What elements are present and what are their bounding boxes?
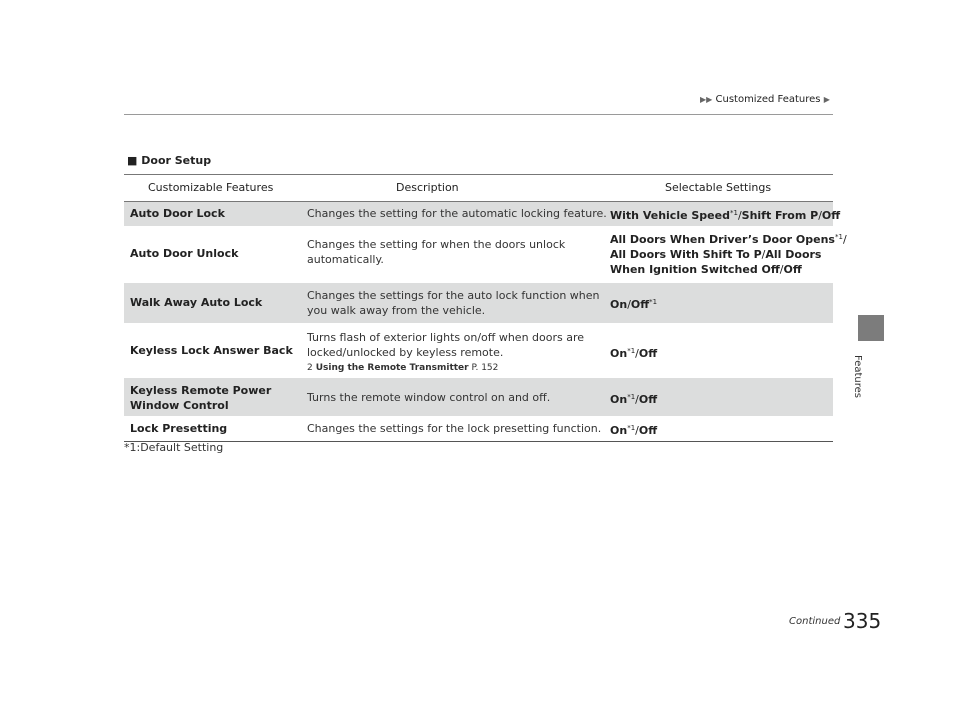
- continued-label: Continued: [789, 616, 841, 627]
- feature-description: Changes the settings for the lock presetting function.: [307, 422, 602, 435]
- breadcrumb: [700, 94, 830, 105]
- settings-table: [124, 174, 847, 442]
- column-header-settings: Selectable Settings: [665, 181, 772, 194]
- selectable-settings: On$^{*1}$/Off: [610, 424, 658, 437]
- table-row: [124, 324, 833, 378]
- table-header: [124, 174, 833, 202]
- selectable-settings: On$^{*1}$/Off: [610, 347, 658, 360]
- cross-reference-link[interactable]: 2 Using the Remote Transmitter P. 152: [307, 361, 584, 376]
- chapter-tab-marker: [858, 315, 884, 341]
- feature-name: Keyless Remote Power Window Control: [130, 384, 272, 412]
- column-header-description: Description: [396, 181, 459, 194]
- table-row: [124, 378, 833, 417]
- square-bullet-icon: ■: [127, 154, 138, 167]
- table-row: [124, 227, 847, 283]
- feature-name: Auto Door Lock: [130, 207, 225, 220]
- default-marker: *1: [729, 209, 738, 217]
- feature-description: Changes the setting for the automatic locking feature.: [307, 207, 607, 220]
- feature-description: Changes the settings for the auto lock function when you walk away from the vehicle.: [307, 289, 600, 317]
- section-title: Door Setup: [141, 154, 212, 167]
- chapter-tab-label[interactable]: Features: [852, 355, 863, 398]
- feature-name: Walk Away Auto Lock: [130, 296, 263, 309]
- default-marker: *1: [649, 298, 658, 306]
- default-marker: *1: [627, 393, 636, 401]
- section-heading: [127, 154, 211, 167]
- feature-name: Auto Door Unlock: [130, 247, 239, 260]
- table-row: [124, 202, 841, 227]
- selectable-settings: On/Off$^{*1}$: [610, 298, 658, 311]
- column-header-features: Customizable Features: [148, 181, 274, 194]
- breadcrumb-end-arrow-icon: ▶: [823, 95, 830, 104]
- default-marker: *1: [834, 233, 843, 241]
- footnote: *1:Default Setting: [124, 441, 224, 454]
- feature-name: Keyless Lock Answer Back: [130, 344, 293, 357]
- default-marker: *1: [627, 347, 636, 355]
- selectable-settings: All Doors When Driver’s Door Opens$^{*1}$/ All Doors With Shift To P/All Doors When Ignition Switched Off/Off: [610, 233, 847, 276]
- table-row: [124, 417, 833, 442]
- feature-description: Turns the remote window control on and off.: [307, 391, 551, 404]
- selectable-settings: On$^{*1}$/Off: [610, 393, 658, 406]
- table-row: [124, 283, 833, 324]
- breadcrumb-label[interactable]: Customized Features: [715, 94, 821, 105]
- breadcrumb-arrow-icon: ▶▶: [700, 95, 713, 104]
- feature-description: Turns flash of exterior lights on/off when doors are locked/unlocked by keyless remote. 2 Using the Remote Transmitter P. 152: [307, 330, 584, 376]
- selectable-settings: With Vehicle Speed$^{*1}$/Shift From P/Off: [610, 209, 841, 222]
- reference-arrow-icon: 2: [307, 363, 313, 373]
- feature-description: Changes the setting for when the doors unlock automatically.: [307, 238, 566, 266]
- feature-name: Lock Presetting: [130, 422, 228, 435]
- page-number: 335: [843, 609, 882, 633]
- header-divider: [124, 114, 833, 115]
- default-marker: *1: [627, 424, 636, 432]
